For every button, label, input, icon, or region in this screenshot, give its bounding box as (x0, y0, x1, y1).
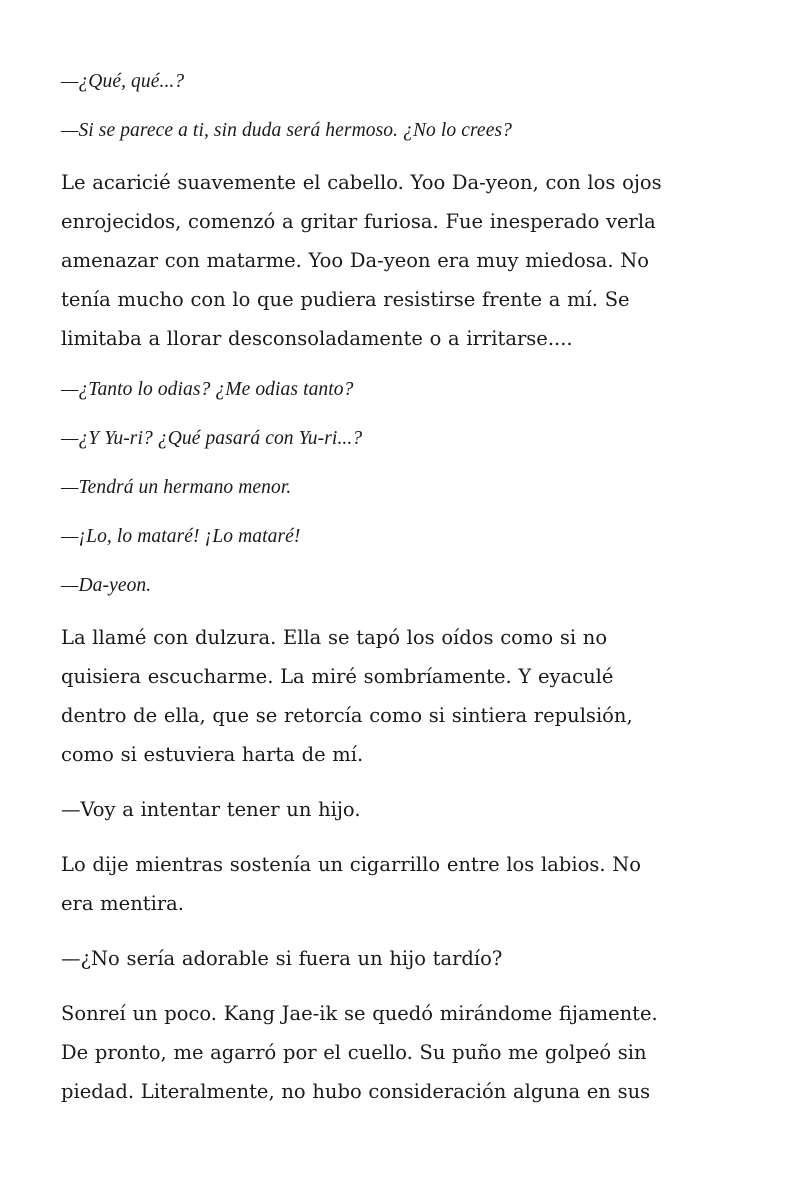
dialogue-line: —Da-yeon. (61, 575, 152, 596)
narrative-paragraph (61, 618, 633, 774)
text-line: dentro de ella, que se retorcía como si sintiera repulsión, (61, 704, 633, 727)
text-line: La llamé con dulzura. Ella se tapó los oídos como si no (61, 626, 608, 649)
dialogue-line: —¡Lo, lo mataré! ¡Lo mataré! (61, 526, 301, 547)
dialogue-paragraph (61, 939, 502, 978)
text-line: Le acaricié suavemente el cabello. Yoo Da-yeon, con los ojos (61, 171, 662, 194)
text-line: era mentira. (61, 892, 184, 915)
dialogue-line: —Tendrá un hermano menor. (61, 477, 292, 498)
dialogue-line: —Si se parece a ti, sin duda será hermoso. ¿No lo crees? (61, 120, 512, 141)
dialogue-line: —¿Y Yu-ri? ¿Qué pasará con Yu-ri...? (61, 428, 363, 449)
text-line: —Voy a intentar tener un hijo. (61, 798, 361, 821)
text-line: amenazar con matarme. Yoo Da-yeon era muy miedosa. No (61, 249, 650, 272)
dialogue-line: —¿Tanto lo odias? ¿Me odias tanto? (61, 379, 354, 400)
text-line: piedad. Literalmente, no hubo consideración alguna en sus (61, 1080, 651, 1103)
text-line: Sonreí un poco. Kang Jae-ik se quedó mirándome fijamente. (61, 1002, 658, 1025)
narrative-paragraph (61, 163, 662, 358)
text-line: Lo dije mientras sostenía un cigarrillo entre los labios. No (61, 853, 642, 876)
text-line: —¿No sería adorable si fuera un hijo tardío? (61, 947, 503, 970)
dialogue-line: —¿Qué, qué...? (61, 71, 185, 92)
text-line: De pronto, me agarró por el cuello. Su puño me golpeó sin (61, 1041, 647, 1064)
text-line: tenía mucho con lo que pudiera resistirse frente a mí. Se (61, 288, 630, 311)
dialogue-paragraph (61, 790, 361, 829)
text-line: limitaba a llorar desconsoladamente o a irritarse.... (61, 327, 573, 350)
narrative-paragraph (61, 994, 658, 1111)
text-line: quisiera escucharme. La miré sombríamente. Y eyaculé (61, 665, 614, 688)
text-line: como si estuviera harta de mí. (61, 743, 364, 766)
text-line: enrojecidos, comenzó a gritar furiosa. Fue inesperado verla (61, 210, 656, 233)
narrative-paragraph (61, 845, 641, 923)
